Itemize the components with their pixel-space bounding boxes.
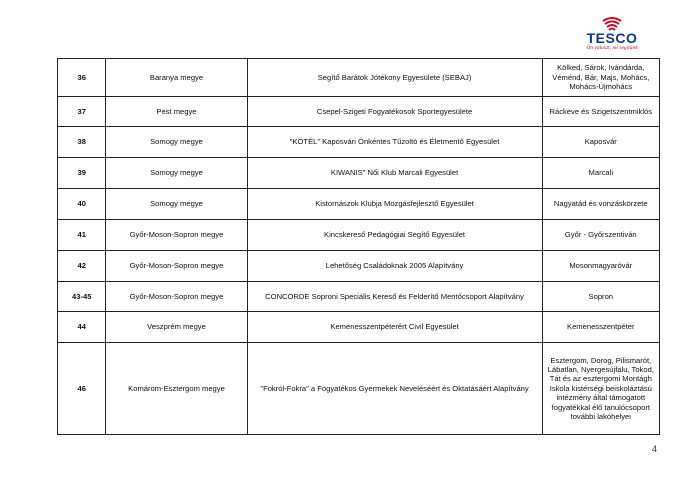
row-number: 36 (58, 59, 106, 97)
place-cell: Sopron (542, 282, 659, 312)
organization-cell: KIWANIS" Női Klub Marcali Egyesület (247, 158, 542, 189)
row-number: 38 (58, 127, 106, 158)
place-cell: Kölked, Sárok, Ivándárda, Véménd, Bár, Majs, Mohács, Mohács-Újmohács (542, 59, 659, 97)
organization-cell: "KÖTÉL" Kaposvári Önkéntes Tűzoltó és Életmentő Egyesület (247, 127, 542, 158)
organization-cell: Kincskereső Pedagógiai Segítő Egyesület (247, 220, 542, 251)
row-number: 37 (58, 97, 106, 127)
row-number: 46 (58, 343, 106, 435)
county-cell: Komárom-Esztergom megye (106, 343, 247, 435)
county-cell: Győr-Moson-Sopron megye (106, 282, 247, 312)
place-cell: Ráckeve és Szigetszentmiklós (542, 97, 659, 127)
place-cell: Marcali (542, 158, 659, 189)
table-row (58, 312, 660, 343)
county-cell: Győr-Moson-Sopron megye (106, 251, 247, 282)
row-number: 42 (58, 251, 106, 282)
page-number: 4 (652, 444, 658, 454)
row-number: 43-45 (58, 282, 106, 312)
county-cell: Somogy megye (106, 189, 247, 220)
logo-tagline: Ön választ, mi segítünk (586, 45, 638, 51)
table-row (58, 127, 660, 158)
place-cell: Kaposvár (542, 127, 659, 158)
table-row (58, 282, 660, 312)
county-cell: Baranya megye (106, 59, 247, 97)
organization-cell: Lehetőség Családoknak 2005 Alapítvány (247, 251, 542, 282)
tesco-stripes-icon (586, 12, 638, 32)
table-row (58, 59, 660, 97)
tesco-logo (586, 12, 638, 56)
row-number: 44 (58, 312, 106, 343)
organization-cell: Kistornászok Klubja Mozgásfejlesztő Egyesület (247, 189, 542, 220)
organization-cell: Segítő Barátok Jótékony Egyesülete (SEBAJ) (247, 59, 542, 97)
organization-cell: Csepel-Szigeti Fogyatékosok Sportegyesülete (247, 97, 542, 127)
county-cell: Pest megye (106, 97, 247, 127)
table-row (58, 343, 660, 435)
place-cell: Mosonmagyaróvár (542, 251, 659, 282)
logo-wordmark: TESCO (586, 30, 638, 46)
table-row (58, 189, 660, 220)
place-cell: Győr - Győrszentiván (542, 220, 659, 251)
table-row (58, 158, 660, 189)
county-cell: Somogy megye (106, 127, 247, 158)
county-cell: Győr-Moson-Sopron megye (106, 220, 247, 251)
table-row (58, 251, 660, 282)
row-number: 39 (58, 158, 106, 189)
county-cell: Veszprém megye (106, 312, 247, 343)
table-row (58, 97, 660, 127)
county-cell: Somogy megye (106, 158, 247, 189)
organization-cell: CONCORDE Soproni Speciális Kereső és Felderítő Mentőcsoport Alapítvány (247, 282, 542, 312)
organization-cell: Kemenesszentpéterért Civil Egyesület (247, 312, 542, 343)
table-row (58, 220, 660, 251)
place-cell: Nagyatád és vonzáskörzete (542, 189, 659, 220)
row-number: 41 (58, 220, 106, 251)
row-number: 40 (58, 189, 106, 220)
organization-cell: "Fokról-Fokra" a Fogyatékos Gyermekek Neveléséért és Oktatásáért Alapítvány (247, 343, 542, 435)
place-cell: Kemenesszentpéter (542, 312, 659, 343)
place-cell: Esztergom, Dorog, Pilismarót, Lábatlan, Nyergesújfalu, Tokod, Tát és az esztergomi Montágh Iskola kistérségi beiskoláztású intézmény által támogatott fogyatékkal élő tanulócsoport további lakóhelyei (542, 343, 659, 435)
organization-table (57, 58, 660, 435)
